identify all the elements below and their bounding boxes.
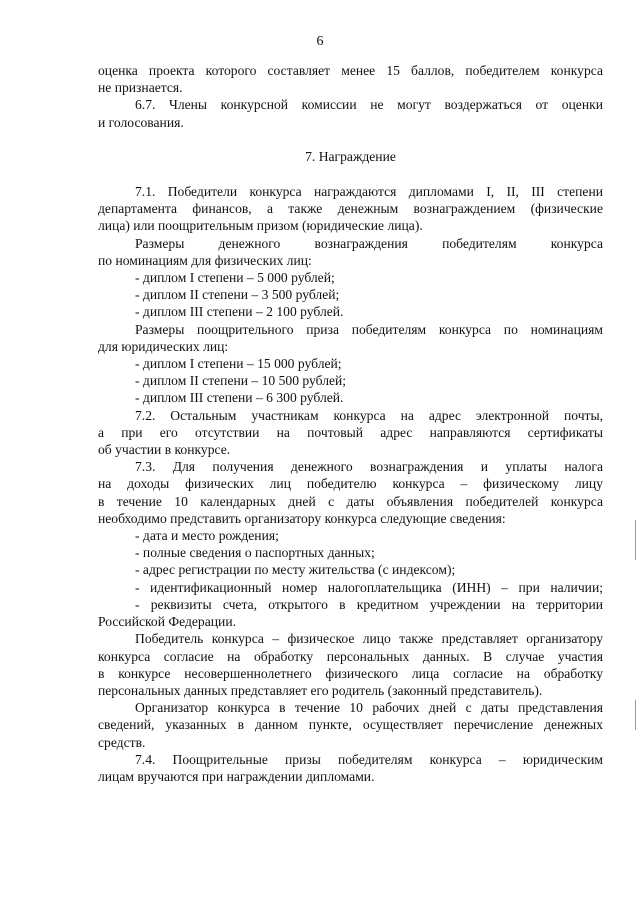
text-line: 7.3. Для получения денежного вознаграждения и уплаты налога xyxy=(135,459,603,475)
scan-edge-mark xyxy=(635,520,636,560)
text-line: средств. xyxy=(98,734,146,750)
text-line: - диплом III степени – 2 100 рублей. xyxy=(135,304,344,320)
text-line: Победитель конкурса – физическое лицо также представляет организатору xyxy=(135,631,603,647)
text-line: Размеры денежного вознаграждения победителям конкурса xyxy=(135,235,603,251)
text-line: - диплом I степени – 15 000 рублей; xyxy=(135,356,342,372)
text-line: - диплом II степени – 3 500 рублей; xyxy=(135,287,340,303)
text-line: департамента финансов, а также денежным вознаграждением (физические xyxy=(98,201,603,217)
text-line: - идентификационный номер налогоплательщика (ИНН) – при наличии; xyxy=(135,579,603,595)
text-line: не признается. xyxy=(98,80,183,96)
text-line: 7.1. Победители конкурса награждаются дипломами I, II, III степени xyxy=(135,184,603,200)
text-line: лицам вручаются при награждении дипломами. xyxy=(98,768,375,784)
text-line: - дата и место рождения; xyxy=(135,528,279,544)
text-line: по номинациям для физических лиц: xyxy=(98,252,312,268)
text-line: конкурса согласие на обработку персональных данных. В случае участия xyxy=(98,648,603,664)
text-line: оценка проекта которого составляет менее 15 баллов, победителем конкурса xyxy=(98,63,603,78)
text-line: - диплом III степени – 6 300 рублей. xyxy=(135,390,344,406)
text-line: Российской Федерации. xyxy=(98,614,236,630)
text-line: сведений, указанных в данном пункте, осуществляет перечисление денежных xyxy=(98,717,603,733)
text-line: персональных данных представляет его родитель (законный представитель). xyxy=(98,682,543,698)
text-line: на доходы физических лиц победителю конкурса – физическому лицу xyxy=(98,476,603,492)
text-line: 6.7. Члены конкурсной комиссии не могут воздержаться от оценки xyxy=(135,97,603,113)
text-line: 7.2. Остальным участникам конкурса на адрес электронной почты, xyxy=(135,407,603,423)
text-line: - полные сведения о паспортных данных; xyxy=(135,545,375,561)
text-line: и голосования. xyxy=(98,114,184,130)
text-line: - адрес регистрации по месту жительства (с индексом); xyxy=(135,562,456,578)
text-line: - диплом II степени – 10 500 рублей; xyxy=(135,373,347,389)
text-line: Организатор конкурса в течение 10 рабочих дней с даты представления xyxy=(135,700,603,716)
text-line: - реквизиты счета, открытого в кредитном учреждении на территории xyxy=(135,596,603,612)
text-line: лица) или поощрительным призом (юридические лица). xyxy=(98,218,423,234)
text-line: необходимо представить организатору конкурса следующие сведения: xyxy=(98,510,506,526)
text-line: а при его отсутствии на почтовый адрес направляются сертификаты xyxy=(98,424,603,440)
document-body xyxy=(98,62,603,785)
text-line: Размеры поощрительного приза победителям конкурса по номинациям xyxy=(135,321,603,337)
text-line: для юридических лиц: xyxy=(98,338,229,354)
section-heading: 7. Награждение xyxy=(305,148,396,164)
text-line: в конкурсе несовершеннолетнего физического лица согласие на обработку xyxy=(98,665,603,681)
text-line: - диплом I степени – 5 000 рублей; xyxy=(135,270,335,286)
text-line: в течение 10 календарных дней с даты объявления победителей конкурса xyxy=(98,493,603,509)
text-line: 7.4. Поощрительные призы победителям конкурса – юридическим xyxy=(135,751,603,767)
text-line: об участии в конкурсе. xyxy=(98,442,231,458)
scan-edge-mark xyxy=(635,700,636,730)
page-number: 6 xyxy=(316,34,324,49)
